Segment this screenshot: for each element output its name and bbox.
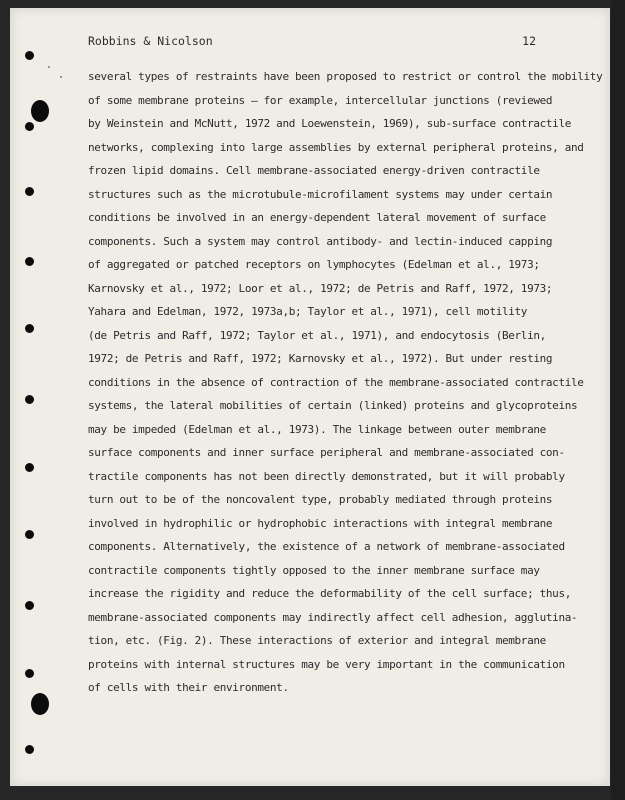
page-number: 12: [522, 34, 536, 48]
text-line: tractile components has not been directly demonstrated, but it will probably: [88, 469, 565, 483]
text-line: (de Petris and Raff, 1972; Taylor et al., 1971), and endocytosis (Berlin,: [88, 328, 546, 342]
paper-speck: [60, 76, 62, 78]
text-line: Karnovsky et al., 1972; Loor et al., 1972; de Petris and Raff, 1972, 1973;: [88, 281, 553, 295]
text-line: surface components and inner surface peripheral and membrane-associated con-: [88, 446, 565, 459]
header-authors: Robbins & Nicolson: [88, 34, 213, 48]
text-line: involved in hydrophilic or hydrophobic interactions with integral membrane: [88, 516, 553, 530]
text-line: systems, the lateral mobilities of certain (linked) proteins and glycoproteins: [88, 399, 578, 412]
text-line: proteins with internal structures may be very important in the communication: [88, 657, 565, 671]
text-line: of cells with their environment.: [88, 681, 289, 694]
text-line: structures such as the microtubule-microfilament systems may under certain: [88, 187, 553, 201]
text-line: contractile components tightly opposed to the inner membrane surface may: [88, 563, 540, 577]
text-line: of aggregated or patched receptors on lymphocytes (Edelman et al., 1973;: [88, 258, 540, 271]
punch-hole: [25, 51, 34, 60]
text-line: may be impeded (Edelman et al., 1973). The linkage between outer membrane: [88, 422, 546, 436]
punch-hole: [25, 257, 34, 266]
punch-hole: [25, 669, 34, 678]
text-line: of some membrane proteins — for example, intercellular junctions (reviewed: [88, 93, 553, 107]
text-line: by Weinstein and McNutt, 1972 and Loewenstein, 1969), sub-surface contractile: [88, 117, 571, 130]
punch-hole: [25, 187, 34, 196]
text-line: networks, complexing into large assemblies by external peripheral proteins, and: [88, 140, 584, 154]
punch-hole: [25, 463, 34, 472]
text-line: Yahara and Edelman, 1972, 1973a,b; Taylor et al., 1971), cell motility: [88, 305, 528, 318]
scan-edge: [611, 0, 625, 800]
punch-hole: [25, 122, 34, 131]
text-line: increase the rigidity and reduce the deformability of the cell surface; thus,: [88, 587, 571, 600]
text-line: frozen lipid domains. Cell membrane-associated energy-driven contractile: [88, 164, 540, 177]
text-line: conditions be involved in an energy-dependent lateral movement of surface: [88, 211, 546, 224]
text-line: tion, etc. (Fig. 2). These interactions of exterior and integral membrane: [88, 634, 546, 647]
text-line: components. Such a system may control antibody- and lectin-induced capping: [88, 234, 553, 248]
text-line: several types of restraints have been proposed to restrict or control the mobility: [88, 70, 603, 83]
punch-hole: [25, 395, 34, 404]
punch-hole: [25, 324, 34, 333]
text-line: turn out to be of the noncovalent type, probably mediated through proteins: [88, 493, 553, 506]
punch-hole: [25, 530, 34, 539]
text-line: membrane-associated components may indirectly affect cell adhesion, agglutina-: [88, 610, 578, 624]
punch-hole-large: [31, 100, 49, 122]
paper-speck: [48, 66, 50, 68]
punch-hole-large: [31, 693, 49, 715]
text-line: components. Alternatively, the existence of a network of membrane-associated: [88, 540, 565, 553]
body-paragraph: [88, 65, 603, 700]
punch-hole: [25, 601, 34, 610]
text-line: conditions in the absence of contraction of the membrane-associated contractile: [88, 375, 584, 389]
text-line: 1972; de Petris and Raff, 1972; Karnovsky et al., 1972). But under resting: [88, 352, 553, 365]
punch-hole: [25, 745, 34, 754]
